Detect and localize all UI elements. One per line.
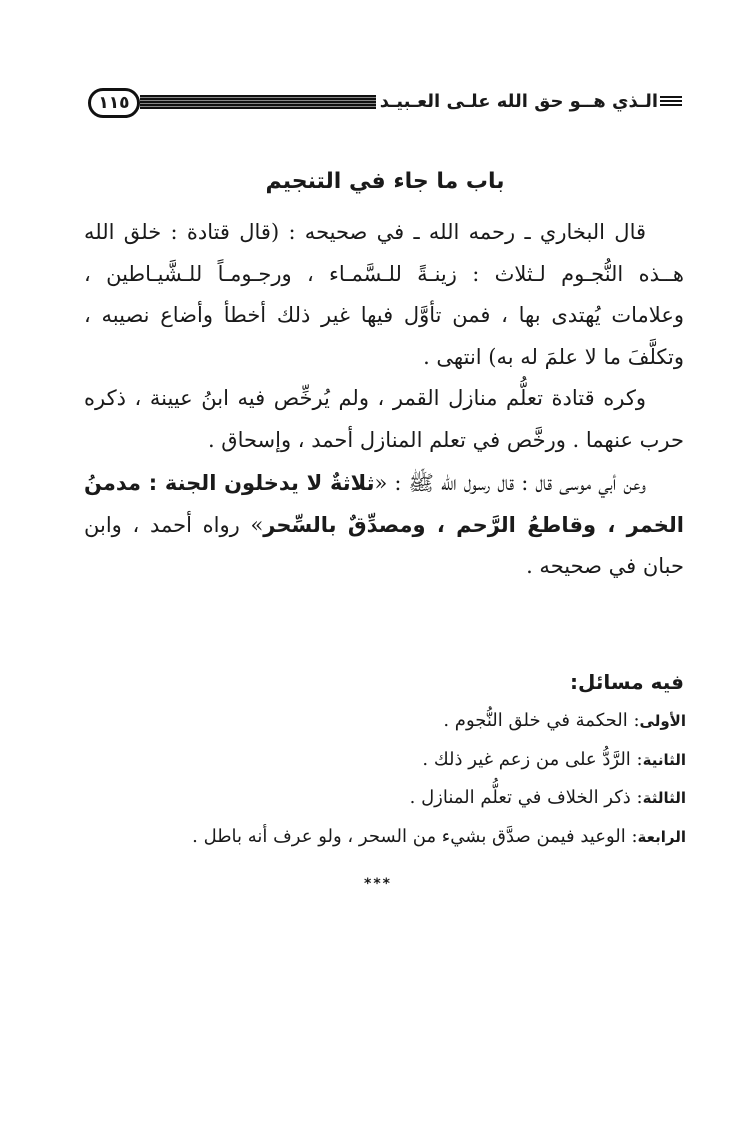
issue-label: الرابعة [637, 827, 686, 846]
issue-text: : الرَّدُّ على من زعم غير ذلك . [422, 748, 643, 770]
issue-text: : ذكر الخلاف في تعلُّم المنازل . [409, 787, 643, 808]
page-header [88, 86, 682, 126]
issue-text: : الوعيد فيمن صدَّق بشيء من السحر ، ولو عرف أنه باطل . [192, 825, 638, 847]
hadith-intro: وعن أبي موسى قال : قال رسول الله ﷺ : « [374, 471, 646, 495]
hadith-text: ثلاثةٌ لا يدخلون الجنة : مدمنُ الخمر ، وقاطعُ الرَّحم ، ومصدِّقٌ بالسِّحر [84, 471, 685, 537]
section-separator: *** [364, 876, 392, 892]
hadith-outro: » رواه أحمد ، وابن حبان في صحيحه . [84, 512, 684, 578]
issues-list [84, 702, 686, 856]
page-number: ١١٥ [88, 88, 140, 118]
header-rule [140, 95, 376, 109]
issue-item [84, 702, 686, 741]
issue-item [84, 741, 686, 780]
issue-item [84, 818, 686, 857]
header-bullet-icon [660, 96, 682, 106]
paragraph-hadith [84, 463, 684, 588]
issues-heading: فيه مسائل: [570, 670, 684, 694]
body-text [84, 212, 684, 588]
issue-label: الأولى [639, 712, 686, 730]
issue-label: الثانية [642, 750, 686, 769]
paragraph-bukhari: قال البخاري ـ رحمه الله ـ في صحيحه : (قال قتادة : خلق الله هــذه النُّجـوم لـثلاث : زينـةً للـسَّمـاء ، ورجـومـاً للـشَّيـاطين ، وعلامات يُهتدى بها ، فمن تأوَّل فيها غير ذلك أخطأ وأضاع نصيبه ، وتكلَّفَ ما لا علمَ له به) انتهى . [84, 220, 684, 369]
issue-item [84, 779, 686, 818]
chapter-title: باب ما جاء في التنجيم [265, 169, 505, 194]
paragraph-qatada: وكره قتادة تعلُّم منازل القمر ، ولم يُرخِّص فيه ابنُ عيينة ، ذكره حرب عنهما . ورخَّص في تعلم المنازل أحمد ، وإسحاق . [84, 386, 684, 452]
issue-text: : الحكمة في خلق النُّجوم . [443, 710, 640, 731]
issue-label: الثالثة [642, 789, 686, 807]
running-title: الـذي هــو حق الله علـى العـبيـد [379, 91, 658, 112]
